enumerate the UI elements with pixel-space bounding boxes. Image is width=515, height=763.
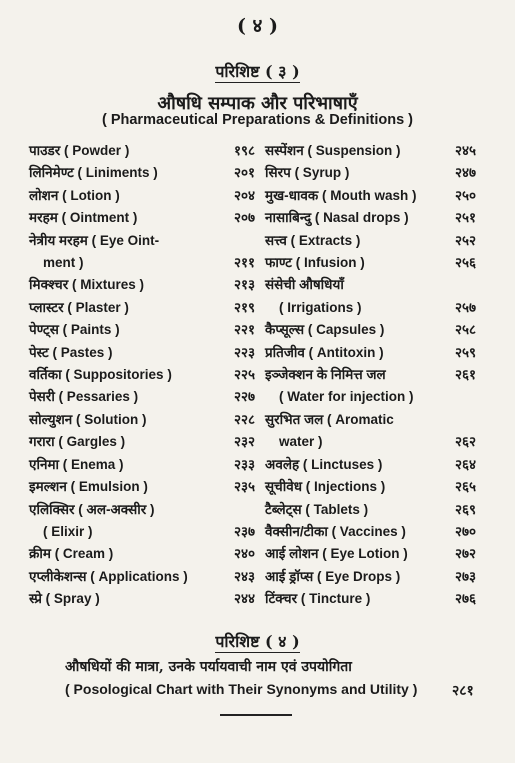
toc-entry-page: २७२ xyxy=(455,546,477,563)
toc-entry-page: २५८ xyxy=(455,322,477,339)
toc-entry-page: १९८ xyxy=(234,143,256,159)
appendix-4-title-text: परिशिष्ट ( ४ ) xyxy=(215,632,300,651)
toc-entry xyxy=(29,588,268,610)
toc-entry-label: स्प्रे ( Spray ) xyxy=(29,591,100,607)
toc-entry-page: २६५ xyxy=(455,479,477,496)
toc-entry-label: नासाबिन्दु ( Nasal drops ) xyxy=(265,210,409,226)
end-rule xyxy=(220,714,292,716)
toc-entry xyxy=(265,342,489,364)
toc-entry-page: २३३ xyxy=(234,456,256,473)
toc-entry xyxy=(29,409,268,431)
toc-entry xyxy=(265,409,489,431)
toc-entry-label: वर्तिका ( Suppositories ) xyxy=(29,367,172,383)
toc-entry-label: आई ड्रॉप्स ( Eye Drops ) xyxy=(265,568,401,584)
toc-entry-label: सुरभित जल ( Aromatic xyxy=(265,411,394,427)
toc-entry-label: मुख-धावक ( Mouth wash ) xyxy=(265,187,417,203)
toc-entry-page: २५० xyxy=(455,187,477,204)
toc-entry xyxy=(265,454,489,476)
toc-entry xyxy=(265,476,489,498)
toc-entry xyxy=(29,140,268,162)
toc-entry xyxy=(29,230,268,252)
toc-entry xyxy=(29,185,268,207)
toc-entry-label: वैक्सीन/टीका ( Vaccines ) xyxy=(265,523,406,539)
toc-entry-label: कैप्सूल्स ( Capsules ) xyxy=(265,322,385,338)
toc-entry-label: आई लोशन ( Eye Lotion ) xyxy=(265,546,408,562)
toc-entry-page: २४४ xyxy=(234,591,256,608)
toc-entry-page: २४५ xyxy=(455,143,477,159)
toc-entry-page: २२३ xyxy=(234,344,256,361)
toc-entry xyxy=(29,454,268,476)
toc-entry xyxy=(265,386,489,408)
toc-entry-page: २११ xyxy=(234,255,256,272)
toc-entry-label: एलिक्सिर ( अल-अक्सीर ) xyxy=(29,501,155,517)
toc-entry xyxy=(29,543,268,565)
toc-entry xyxy=(29,319,268,341)
toc-entry-label: मरहम ( Ointment ) xyxy=(29,210,138,226)
toc-entry xyxy=(265,185,489,207)
toc-entry-label: इमल्शन ( Emulsion ) xyxy=(29,479,148,495)
toc-entry xyxy=(265,319,489,341)
toc-entry xyxy=(29,364,268,386)
toc-entry xyxy=(265,252,489,274)
appendix-4-title xyxy=(0,630,515,652)
toc-entry-page: २२५ xyxy=(234,367,256,384)
toc-entry xyxy=(29,431,268,453)
toc-entry xyxy=(265,431,489,453)
toc-entry xyxy=(265,230,489,252)
toc-left-column xyxy=(29,140,268,611)
toc-entry xyxy=(265,364,489,386)
toc-entry-label: एप्लीकेशन्स ( Applications ) xyxy=(29,568,188,584)
toc-entry xyxy=(29,499,268,521)
toc-entry-label: टैब्लेट्स ( Tablets ) xyxy=(265,501,369,517)
toc-entry-page: २४३ xyxy=(234,568,256,585)
toc-entry xyxy=(29,386,268,408)
toc-entry-page: २२१ xyxy=(234,322,256,339)
toc-entry xyxy=(29,207,268,229)
toc-entry-label: टिंक्चर ( Tincture ) xyxy=(265,591,371,607)
toc-entry-page: २५६ xyxy=(455,255,477,272)
appendix-3-title-text: परिशिष्ट ( ३ ) xyxy=(215,62,300,81)
toc-entry xyxy=(265,566,489,588)
toc-entry-label: ( Irrigations ) xyxy=(279,299,362,315)
toc-entry xyxy=(265,162,489,184)
toc-entry-page: २७६ xyxy=(455,591,477,608)
toc-entry-page: २७० xyxy=(455,523,477,540)
toc-entry-page: २४० xyxy=(234,546,256,563)
toc-entry-page: २७३ xyxy=(455,568,477,585)
appendix-3-title xyxy=(0,60,515,82)
toc-entry xyxy=(29,162,268,184)
toc-entry-page: २२७ xyxy=(234,389,256,406)
toc-entry xyxy=(29,297,268,319)
toc-entry xyxy=(265,521,489,543)
toc-entry-label: अवलेह ( Linctuses ) xyxy=(265,456,383,472)
toc-entry-label: गरारा ( Gargles ) xyxy=(29,434,126,450)
toc-entry xyxy=(265,274,489,296)
toc-entry-label: मिक्श्चर ( Mixtures ) xyxy=(29,277,145,293)
toc-entry-page: २५१ xyxy=(455,210,477,227)
toc-entry xyxy=(29,342,268,364)
toc-entry xyxy=(29,566,268,588)
toc-entry xyxy=(265,297,489,319)
toc-entry-label: इञ्जेक्शन के निमित्त जल xyxy=(265,367,386,383)
toc-entry-label: सत्त्व ( Extracts ) xyxy=(265,232,361,248)
toc-entry-page: २५७ xyxy=(455,299,477,316)
page-number: ( ४ ) xyxy=(236,15,279,37)
section-heading-hindi: औषधि सम्पाक और परिभाषाएँ xyxy=(157,93,358,114)
toc-entry-page: २६९ xyxy=(455,501,477,518)
appendix-4-hindi-title: औषधियों की मात्रा, उनके पर्यायवाची नाम एवं उपयोगिता xyxy=(65,659,352,675)
toc-entry-label: क्रीम ( Cream ) xyxy=(29,546,114,562)
toc-entry xyxy=(265,207,489,229)
toc-entry-label: सिरप ( Syrup ) xyxy=(265,165,350,181)
appendix-4-page: २८१ xyxy=(452,683,474,699)
toc-entry-page: २६१ xyxy=(455,367,477,384)
toc-entry-page: २१९ xyxy=(234,299,256,316)
toc-entry-label: ( Elixir ) xyxy=(43,523,93,539)
toc-entry-label: ( Water for injection ) xyxy=(279,389,414,405)
toc-entry xyxy=(29,521,268,543)
toc-entry-label: सूचीवेध ( Injections ) xyxy=(265,479,386,495)
toc-entry-page: २६२ xyxy=(455,434,477,451)
toc-entry xyxy=(265,588,489,610)
toc-entry-label: सस्पेंशन ( Suspension ) xyxy=(265,143,401,158)
toc-entry-label: ment ) xyxy=(43,255,84,271)
toc-entry-label: प्रतिजीव ( Antitoxin ) xyxy=(265,344,384,360)
toc-entry xyxy=(265,499,489,521)
section-heading-english: ( Pharmaceutical Preparations & Definitions ) xyxy=(101,112,414,128)
toc-right-column xyxy=(265,140,489,611)
toc-entry xyxy=(29,476,268,498)
toc-entry-label: फाण्ट ( Infusion ) xyxy=(265,255,365,271)
toc-entry xyxy=(265,543,489,565)
toc-entry-label: लोशन ( Lotion ) xyxy=(29,187,120,203)
toc-entry-page: २३२ xyxy=(234,434,256,451)
toc-entry-label: प्लास्टर ( Plaster ) xyxy=(29,299,129,315)
toc-entry xyxy=(29,274,268,296)
toc-entry-page: २५९ xyxy=(455,344,477,361)
toc-entry-label: पाउडर ( Powder ) xyxy=(29,143,130,158)
toc-entry-page: २०७ xyxy=(234,210,256,227)
toc-entry-page: २२८ xyxy=(234,411,256,428)
toc-entry-page: २४७ xyxy=(455,165,477,182)
toc-entry-label: संसेची औषधियाँ xyxy=(265,277,344,293)
toc-entry-label: water ) xyxy=(279,434,323,450)
toc-entry-page: २१३ xyxy=(234,277,256,294)
toc-entry-label: एनिमा ( Enema ) xyxy=(29,456,124,472)
toc-entry xyxy=(29,252,268,274)
toc-entry-label: नेत्रीय मरहम ( Eye Oint- xyxy=(29,232,160,248)
toc-entry-page: २३५ xyxy=(234,479,256,496)
toc-entry-page: २३७ xyxy=(234,523,256,540)
toc-entry-page: २०४ xyxy=(234,187,256,204)
toc-entry-label: पेण्ट्स ( Paints ) xyxy=(29,322,120,338)
toc-entry-label: पेसरी ( Pessaries ) xyxy=(29,389,139,405)
toc-entry-label: सोल्युशन ( Solution ) xyxy=(29,411,147,427)
toc-entry-page: २५२ xyxy=(455,232,477,249)
appendix-4-english-title: ( Posological Chart with Their Synonyms and Utility ) xyxy=(65,681,418,697)
toc-entry-page: २०१ xyxy=(234,165,256,182)
toc-entry-label: लिनिमेण्ट ( Liniments ) xyxy=(29,165,158,181)
toc-entry-label: पेस्ट ( Pastes ) xyxy=(29,344,113,360)
toc-entry-page: २६४ xyxy=(455,456,477,473)
toc-entry xyxy=(265,140,489,162)
